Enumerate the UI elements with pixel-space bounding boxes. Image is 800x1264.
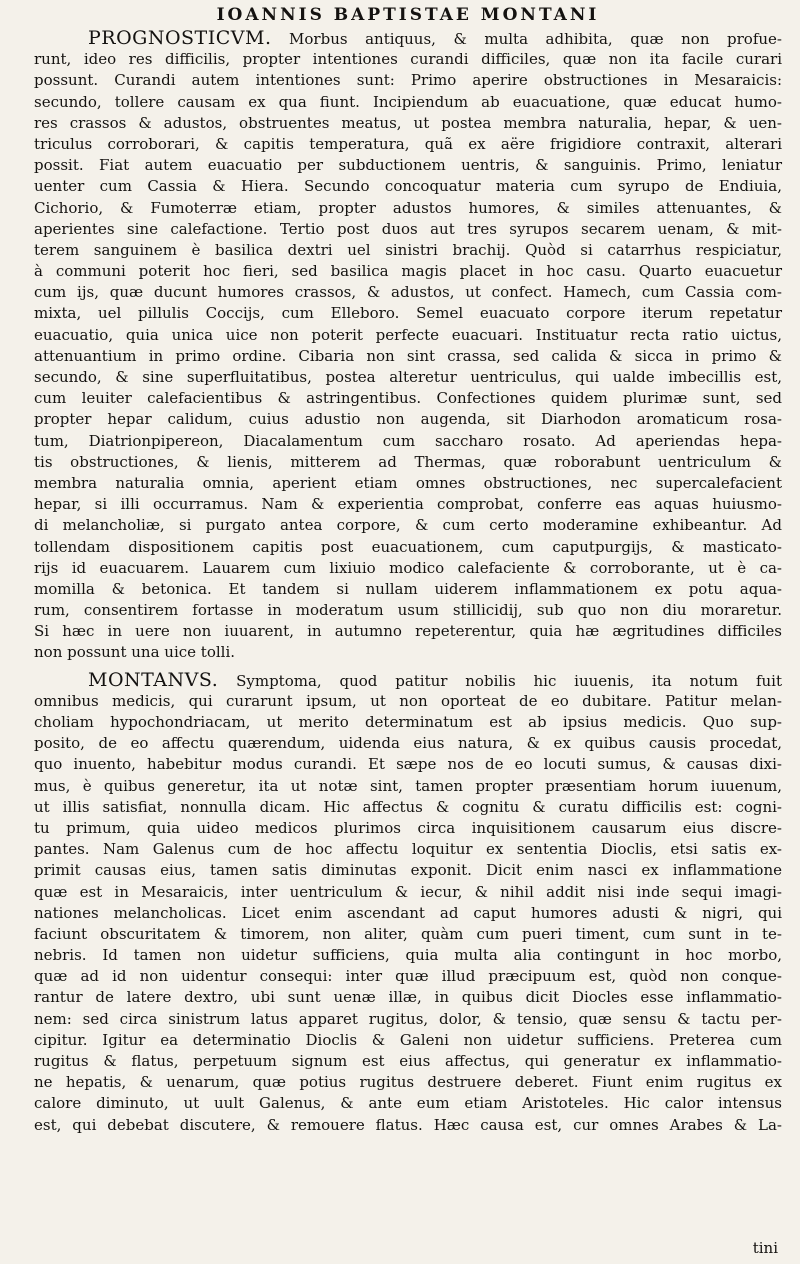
prognosticum-line [34,176,782,197]
prognosticum-line-text: secundo, & sine superfluitatibus, postea alteretur uentriculus, qui ualde imbecillis est, [34,368,782,386]
prognosticum-line-text: non possunt una uice tolli. [34,643,236,662]
prognosticum-line-text: Si hæc in uere non iuuarent, in autumno repeterentur, quia hæ ægritudines difficiles [34,622,782,641]
montanus-line-text: quæ est in Mesaraicis, inter uentriculum & iecur, & nihil addit nisi inde sequi imagi- [34,882,782,901]
montanus-line [34,818,782,839]
montanus-line [34,1009,782,1030]
montanus-line [34,924,782,945]
prognosticum-line [34,303,782,324]
montanus-line-text: quo inuento, habebitur modus curandi. Et sæpe nos de eo locuti sumus, & causas dixi- [34,755,782,774]
montanus-line-text: rugitus & flatus, perpetuum signum est eius affectus, qui generatur ex inflammatio- [34,1052,782,1070]
montanus-line [34,882,782,903]
prognosticum-line-text: cum leuiter calefacientibus & astringentibus. Confectiones quidem plurimæ sunt, sed [34,389,782,408]
montanus-line [34,712,782,733]
montanus-line [34,966,782,987]
prognosticum-line [34,642,782,663]
montanus-line [34,754,782,775]
montanus-line-text: Symptoma, quod patitur nobilis hic iuuenis, ita notum fuit [236,671,782,690]
catchword: tini [752,1239,778,1257]
prognosticum-line-text: rum, consentirem fortasse in moderatum usum stillicidij, sub quo non diu moraretur. [34,601,782,620]
prognosticum-line [34,600,782,621]
prognosticum-line [34,240,782,261]
prognosticum-line-text: membra naturalia omnia, aperient etiam omnes obstructiones, nec supercalefacient [34,473,782,492]
montanus-line [34,797,782,818]
montanus-line [34,691,782,712]
montanus-line [34,1072,782,1093]
prognosticum-line [34,325,782,346]
montanus-line-text: tu primum, quia uideo medicos plurimos circa inquisitionem causarum eius discre- [34,818,782,837]
prognosticum-line-text: res crassos & adustos, obstruentes meatus, ut postea membra naturalia, hepar, & uen- [34,113,782,132]
montanus-line-text: nationes melancholicas. Licet enim ascendant ad caput humores adusti & nigri, qui [34,903,782,922]
prognosticum-line-text: euacuatio, quia unica uice non poterit perfecte euacuari. Instituatur recta ratio uictus, [34,325,782,344]
prognosticum-line [34,261,782,282]
prognosticum-line-text: terem sanguinem è basilica dextri uel sinistri brachij. Quòd si catarrhus respiciatur, [34,240,782,259]
prognosticum-line-text: aperientes sine calefactione. Tertio post duos aut tres syrupos secarem uenam, & mit- [34,219,782,238]
montanus-line [34,1093,782,1114]
montanus-line-text: faciunt obscuritatem & timorem, non aliter, quàm cum pueri timent, cum sunt in te- [34,924,782,943]
prognosticum-line [34,431,782,452]
prognosticum-line [34,92,782,113]
prognosticum-line-text: possunt. Curandi autem intentiones sunt: Primo aperire obstructiones in Mesaraicis: [34,71,782,90]
montanus-line-text: pantes. Nam Galenus cum de hoc affectu loquitur ex sententia Dioclis, etsi satis ex- [34,840,782,859]
prognosticum-line-text: à communi poterit hoc fieri, sed basilica magis placet in hoc casu. Quarto euacuetur [34,262,782,281]
prognosticum-section [34,28,782,664]
prognosticum-line-text: Cichorio, & Fumoterræ etiam, propter adustos humores, & similes attenuantes, & [34,198,782,217]
montanus-section [34,670,782,1136]
prognosticum-line [34,452,782,473]
prognosticum-line [34,28,782,49]
prognosticum-line [34,367,782,388]
montanus-line-text: quæ ad id non uidentur consequi: inter quæ illud præcipuum est, quòd non conque- [34,967,782,986]
montanus-line-text: posito, de eo affectu quærendum, uidenda eius natura, & ex quibus causis procedat, [34,734,782,753]
prognosticum-line [34,409,782,430]
prognosticum-line [34,346,782,367]
prognosticum-line-text: di melancholiæ, si purgato antea corpore, & cum certo moderamine exhibeantur. Ad [34,516,782,535]
montanus-line-text: est, qui debebat discutere, & remouere flatus. Hæc causa est, cur omnes Arabes & La- [34,1115,782,1134]
prognosticum-line [34,537,782,558]
prognosticum-line [34,198,782,219]
prognosticum-line-text: rijs id euacuarem. Lauarem cum lixiuio modico calefaciente & corroborante, ut è ca- [34,558,782,577]
montanus-line-text: mus, è quibus generetur, ita ut notæ sint, tamen propter præsentiam horum iuuenum, [34,776,782,795]
montanus-line [34,733,782,754]
montanus-line-text: choliam hypochondriacam, ut merito determinatum est ab ipsius medicis. Quo sup- [34,713,782,731]
montanus-line-text: calore diminuto, ut uult Galenus, & ante eum etiam Aristoteles. Hic calor intensus [34,1094,782,1113]
montanus-lead-word: MONTANVS. [88,668,219,691]
prognosticum-line [34,579,782,600]
montanus-line [34,1030,782,1051]
montanus-line [34,903,782,924]
prognosticum-lead-word: PROGNOSTICVM. [88,27,272,49]
prognosticum-line [34,155,782,176]
montanus-line [34,1115,782,1136]
prognosticum-line [34,134,782,155]
prognosticum-line-text: possit. Fiat autem euacuatio per subductionem uentris, & sanguinis. Primo, leniatur [34,156,782,175]
montanus-line-text: omnibus medicis, qui curarunt ipsum, ut non oporteat de eo dubitare. Patitur melan- [34,691,782,710]
prognosticum-line-text: propter hepar calidum, cuius adustio non augenda, sit Diarhodon aromaticum rosa- [34,410,782,429]
prognosticum-line [34,621,782,642]
montanus-line [34,1051,782,1072]
page-body [34,28,782,1136]
running-head: IOANNIS BAPTISTAE MONTANI [216,5,600,25]
prognosticum-line-text: triculus corroborari, & capitis temperatura, quã ex aëre frigidiore contraxit, alterari [34,134,782,153]
prognosticum-line [34,515,782,536]
montanus-line [34,839,782,860]
prognosticum-line [34,558,782,579]
prognosticum-line [34,282,782,303]
prognosticum-line [34,473,782,494]
prognosticum-line-text: tum, Diatrionpipereon, Diacalamentum cum saccharo rosato. Ad aperiendas hepa- [34,431,782,450]
prognosticum-line [34,113,782,134]
montanus-line [34,987,782,1008]
montanus-line [34,670,782,691]
prognosticum-line-text: cum ijs, quæ ducunt humores crassos, & adustos, ut confect. Hamech, cum Cassia com- [34,283,782,302]
montanus-line [34,776,782,797]
prognosticum-line-text: hepar, si illi occurramus. Nam & experientia comprobat, conferre eas aquas huiusmo- [34,495,782,514]
prognosticum-line [34,70,782,91]
prognosticum-line-text: attenuantium in primo ordine. Cibaria non sint crassa, sed calida & sicca in primo & [34,346,782,365]
prognosticum-line-text: uenter cum Cassia & Hiera. Secundo concoquatur materia cum syrupo de Endiuia, [34,177,782,196]
montanus-line [34,945,782,966]
prognosticum-line-text: momilla & betonica. Et tandem si nullam uiderem inflammationem ex potu aqua- [34,579,782,598]
montanus-line-text: ut illis satisfiat, nonnulla dicam. Hic affectus & cognitu & curatu difficilis est: cogni- [34,797,782,816]
montanus-line-text: rantur de latere dextro, ubi sunt uenæ illæ, in quibus dicit Diocles esse inflammatio- [34,988,782,1007]
prognosticum-line [34,219,782,240]
montanus-line-text: cipitur. Igitur ea determinatio Dioclis & Galeni non uidetur sufficiens. Preterea cum [34,1030,782,1049]
prognosticum-line-text: mixta, uel pillulis Coccijs, cum Elleboro. Semel euacuato corpore iterum repetatur [34,304,782,323]
montanus-line-text: nebris. Id tamen non uidetur sufficiens, quia multa alia contingunt in hoc morbo, [34,946,782,965]
prognosticum-line-text: tis obstructiones, & lienis, mitterem ad Thermas, quæ roborabunt uentriculum & [34,452,782,471]
prognosticum-line [34,494,782,515]
prognosticum-line [34,388,782,409]
prognosticum-line-text: tollendam dispositionem capitis post euacuationem, cum caputpurgijs, & masticato- [34,537,782,556]
prognosticum-line-text: secundo, tollere causam ex qua fiunt. Incipiendum ab euacuatione, quæ educat humo- [34,92,782,111]
montanus-line [34,860,782,881]
montanus-line-text: nem: sed circa sinistrum latus apparet rugitus, dolor, & tensio, quæ sensu & tactu per- [34,1009,782,1028]
montanus-line-text: ne hepatis, & uenarum, quæ potius rugitus destruere deberet. Fiunt enim rugitus ex [34,1073,782,1092]
prognosticum-line-text: runt, ideo res difficilis, propter intentiones curandi difficiles, quæ non ita facile curari [34,50,782,69]
prognosticum-line-text: Morbus antiquus, & multa adhibita, quæ non profue- [289,30,782,48]
prognosticum-line [34,49,782,70]
montanus-line-text: primit causas eius, tamen satis diminutas exponit. Dicit enim nasci ex inflammatione [34,861,782,880]
